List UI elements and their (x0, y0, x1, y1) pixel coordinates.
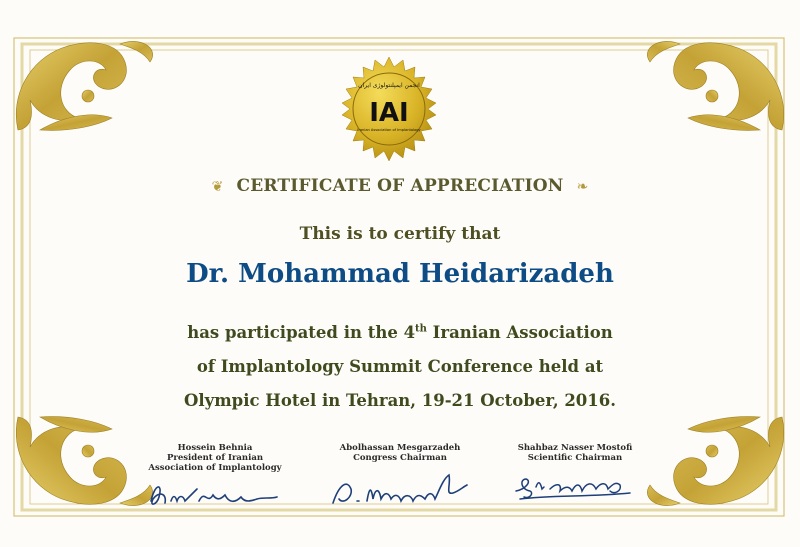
signatory-role: President of Iranian (166, 453, 264, 463)
handwritten-signature (145, 475, 285, 515)
corner-flourish-bottom-right (647, 417, 783, 506)
body-line-1: has participated in the 4th Iranian Association (187, 323, 613, 342)
body-line-3: Olympic Hotel in Tehran, 19-21 October, 2016. (183, 391, 616, 410)
certificate-heading: CERTIFICATE OF APPRECIATION (236, 176, 564, 196)
signatory-name: Abolhassan Mesgarzadeh (339, 443, 461, 453)
signatory-role: Congress Chairman (353, 453, 447, 463)
seal-arc-text: انجمن ایمپلنتولوژی ایران (358, 82, 420, 89)
certificate-heading-row (0, 176, 800, 200)
signatory-name: Hossein Behnia (177, 443, 253, 453)
signatory-role: Scientific Chairman (527, 453, 623, 463)
association-seal (333, 57, 445, 161)
signatory-president (140, 443, 290, 515)
heading-ornament-right-icon: ❧ (576, 178, 589, 195)
signatory-scientific-chairman (505, 443, 645, 511)
corner-flourish-bottom-left (16, 417, 152, 506)
corner-flourish-top-left (16, 41, 152, 130)
certify-line: This is to certify that (299, 224, 501, 244)
signatory-name: Shahbaz Nasser Mostofi (517, 443, 633, 453)
seal-subtitle: Iranian Association of Implantology (357, 128, 421, 132)
signatory-role: Association of Implantology (148, 463, 282, 473)
handwritten-signature (510, 465, 640, 511)
body-line-2: of Implantology Summit Conference held at (196, 357, 604, 376)
seal-monogram: IAI (369, 98, 409, 128)
recipient-name: Dr. Mohammad Heidarizadeh (186, 259, 614, 289)
handwritten-signature (325, 465, 475, 511)
corner-flourish-top-right (647, 41, 783, 130)
signatory-congress-chairman (320, 443, 480, 511)
heading-ornament-left-icon: ❦ (211, 178, 224, 195)
